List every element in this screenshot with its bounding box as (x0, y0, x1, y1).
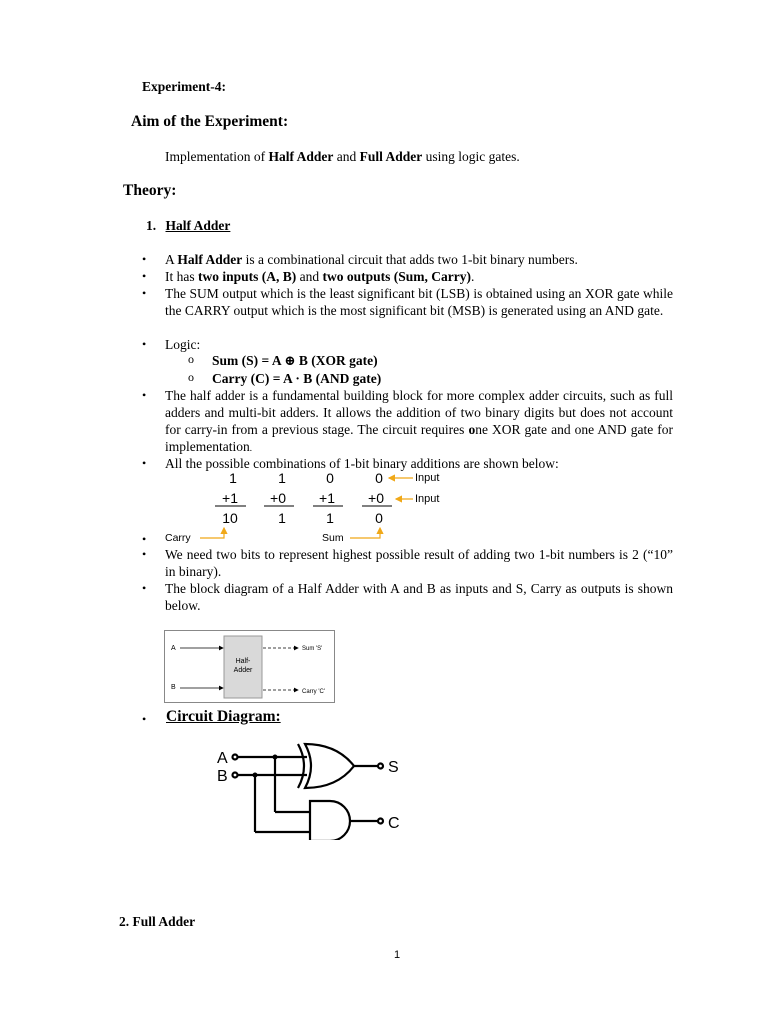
output-c-terminal (378, 819, 383, 824)
binary-additions-figure (160, 468, 490, 544)
input-label-2: Input (415, 493, 440, 505)
add-row3-col2: 1 (278, 510, 286, 526)
sum-arrow-icon (350, 528, 380, 538)
xor-extra-arc (298, 744, 304, 788)
circuit-label-c: C (388, 815, 400, 832)
add-row3-col3: 1 (326, 510, 334, 526)
bullet-building-block (165, 387, 673, 457)
b2-outputs: two outputs (Sum, Carry) (322, 269, 472, 284)
page-number: 1 (394, 949, 401, 961)
bullet-inputs-outputs (165, 268, 673, 285)
sub-bullet: o (188, 370, 194, 384)
bullet: • (142, 269, 147, 283)
circuit-label-b: B (217, 768, 228, 785)
output-s-terminal (378, 764, 383, 769)
aim-text-mid: and (333, 149, 360, 164)
aim-heading: Aim of the Experiment: (131, 113, 289, 130)
circuit-label-s: S (388, 759, 399, 776)
b2-inputs: two inputs (A, B) (198, 269, 297, 284)
bullet-logic: Logic: (165, 337, 201, 352)
b1-post: is a combinational circuit that adds two 1-bit binary numbers. (242, 252, 578, 267)
bullet-two-bits: We need two bits to represent highest possible result of adding two 1-bit numbers is 2 (“10” in binary). (165, 547, 673, 579)
block-output-sum: Sum 'S' (302, 646, 323, 652)
add-row2-col2: +0 (270, 490, 286, 506)
add-row1-col3: 0 (326, 470, 334, 486)
experiment-label: Experiment-4: (142, 79, 226, 94)
add-row2-col3: +1 (319, 490, 335, 506)
b2-pre: It has (165, 269, 198, 284)
theory-heading: Theory: (123, 182, 177, 199)
aim-text-pre: Implementation of (165, 149, 269, 164)
junction-dot (253, 773, 258, 778)
block-output-carry: Carry 'C' (302, 689, 325, 695)
box-label-line2: Adder (233, 667, 253, 674)
b2-post: . (471, 269, 475, 284)
aim-text-post: using logic gates. (422, 149, 520, 164)
bullet-sum-carry-explanation: The SUM output which is the least significant bit (LSB) is obtained using an XOR gate while the CARRY output which is the most significant bit (MSB) is generated using an AND gate. (165, 286, 673, 318)
box-label-line1: Half- (235, 658, 251, 665)
aim-text (165, 148, 520, 165)
add-row2-col4: +0 (368, 490, 384, 506)
block-input-b: B (171, 684, 176, 691)
input-label-1: Input (415, 472, 440, 484)
and-gate-icon (310, 801, 350, 840)
circuit-diagram-heading: Circuit Diagram: (166, 708, 281, 725)
input-a-terminal (233, 755, 238, 760)
bullet: • (142, 581, 147, 595)
logic-carry: Carry (C) = A · B (AND gate) (212, 371, 382, 386)
add-row1-col1: 1 (229, 470, 237, 486)
bullet-combinations: All the possible combinations of 1-bit binary additions are shown below: (165, 456, 559, 471)
add-row3-col4: 0 (375, 510, 383, 526)
logic-sum: Sum (S) = A ⊕ B (XOR gate) (212, 353, 378, 368)
block-input-a: A (171, 645, 176, 652)
circuit-label-a: A (217, 750, 228, 767)
add-row1-col4: 0 (375, 470, 383, 486)
bullet: • (142, 712, 147, 726)
section2-heading: 2. Full Adder (119, 914, 196, 929)
b5-main: The half adder is a fundamental building block for more complex adder circuits, such as full adders and multi-bit adders. It allows the addition of two binary digits but does not account for carry-in from a previous stage. The circuit requires (165, 388, 673, 437)
bullet: • (142, 252, 147, 266)
b5-dot: . (249, 443, 252, 453)
aim-half-adder: Half Adder (268, 149, 334, 164)
bullet: • (142, 532, 147, 546)
section1-title: Half Adder (165, 218, 231, 233)
sum-label: Sum (322, 532, 344, 544)
section1-number: 1. (146, 218, 157, 233)
bullet-block-diagram: The block diagram of a Half Adder with A and B as inputs and S, Carry as outputs is shown below. (165, 581, 673, 613)
bullet: • (142, 547, 147, 561)
add-row1-col2: 1 (278, 470, 286, 486)
xor-gate-icon (305, 744, 354, 788)
bullet: • (142, 337, 147, 351)
b5-bold: o (468, 422, 476, 437)
bullet: • (142, 456, 147, 470)
b1-bold: Half Adder (177, 252, 243, 267)
junction-dot (273, 755, 278, 760)
half-adder-block-diagram (164, 630, 336, 704)
b2-mid: and (296, 269, 323, 284)
bullet: • (142, 388, 147, 402)
section1-heading (146, 217, 230, 234)
carry-arrow-icon (200, 528, 224, 538)
carry-label: Carry (165, 532, 191, 544)
b5-tail: ne XOR gate and one AND gate for implementation (165, 422, 673, 454)
half-adder-circuit (212, 742, 412, 840)
bullet-half-adder-def (165, 251, 673, 268)
b1-pre: A (165, 252, 178, 267)
add-row3-col1: 10 (222, 510, 238, 526)
add-row2-col1: +1 (222, 490, 238, 506)
aim-full-adder: Full Adder (359, 149, 423, 164)
sub-bullet: o (188, 352, 194, 366)
input-b-terminal (233, 773, 238, 778)
bullet: • (142, 286, 147, 300)
